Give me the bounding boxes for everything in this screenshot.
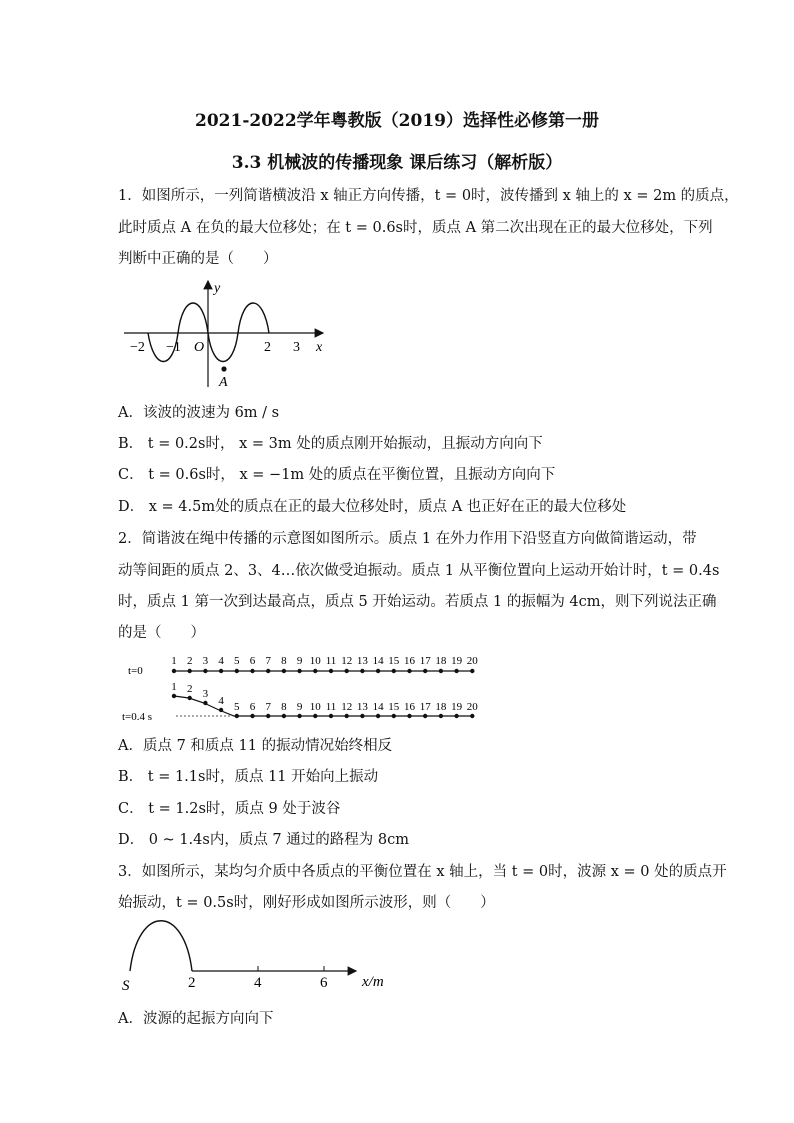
q2-row2-particle [188,696,192,700]
q2-row1-particle [439,669,443,673]
q2-row1-particle [188,669,192,673]
q2-row2-number: 6 [249,701,256,713]
q2-row1-number: 17 [419,655,431,667]
q2-row1-particle [250,669,254,673]
q1-point-a-label: A [219,375,228,390]
q2-row2-number: 2 [186,683,193,695]
q1-tick-label: 2 [264,340,271,355]
q2-row2-number: 3 [202,688,209,700]
q1-option-a: A．该波的波速为 6m / s [118,405,280,421]
q2-row1-particle [313,669,317,673]
q2-row1-number: 13 [356,655,368,667]
q2-row2-number: 9 [296,701,303,713]
q2-row2-particle [219,708,223,712]
q2-row2-number: 12 [341,701,353,713]
q2-line-3: 时，质点 1 第一次到达最高点，质点 5 开始运动。若质点 1 的振幅为 4cm，则下列说法正确 [118,594,717,610]
q1-line-3: 判断中正确的是（ ） [118,251,278,267]
q2-row1-particle [407,669,411,673]
q2-row1-number: 10 [309,655,321,667]
q1-origin-label: O [194,340,205,355]
q2-row2-number: 16 [404,701,415,713]
q2-option-b: B． t = 1.1s时，质点 11 开始向上振动 [118,769,379,785]
q2-row2-particle [360,714,364,718]
q1-option-c: C． t = 0.6s时， x = −1m 处的质点在平衡位置，且振动方向向下 [118,467,556,483]
q2-row2-particle [266,714,270,718]
q2-line-1: 2．简谐波在绳中传播的示意图如图所示。质点 1 在外力作用下沿竖直方向做简谐运动，带 [118,531,697,547]
q2-row2-particle [423,714,427,718]
q2-row2-particle [392,714,396,718]
q1-line-1: 1．如图所示，一列简谐横波沿 x 轴正方向传播，t = 0时，波传播到 x 轴上的 x = 2m 的质点， [118,188,739,204]
q2-row2-number: 10 [309,701,321,713]
q2-row2-number: 8 [281,701,287,713]
q2-row1-number: 5 [234,655,240,667]
q3-x-label: x/m [362,974,384,990]
q1-y-label: y [214,281,221,296]
q1-option-d: D． x = 4.5m处的质点在正的最大位移处时，质点 A 也正好在正的最大位移处 [118,499,627,515]
q2-row2-particle [297,714,301,718]
q3-tick-label: 2 [188,975,196,991]
q3-tick-label: 4 [254,975,262,991]
q2-row1-particle [266,669,270,673]
q1-wave-figure [118,275,338,395]
q2-row2-particle [376,714,380,718]
q2-option-d: D． 0 ~ 1.4s内，质点 7 通过的路程为 8cm [118,832,409,848]
q2-row2-particle [345,714,349,718]
q2-row1-number: 15 [388,655,400,667]
q1-tick-label: 3 [293,340,300,355]
q2-row1-particle [203,669,207,673]
q2-row1-particle [172,669,176,673]
q2-row2-number: 20 [466,701,478,713]
q2-row2-number: 13 [356,701,368,713]
q1-option-b: B． t = 0.2s时， x = 3m 处的质点刚开始振动，且振动方向向下 [118,436,543,452]
q2-line-2: 动等间距的质点 2、3、4…依次做受迫振动。质点 1 从平衡位置向上运动开始计时，t = 0.4s [118,563,720,579]
q2-row2-particle [407,714,411,718]
q2-row1-number: 4 [218,655,224,667]
q2-row1-particle [470,669,474,673]
q2-row2-label: t=0.4 s [122,711,153,723]
q2-row2-particle [313,714,317,718]
q2-row2-number: 7 [265,701,271,713]
q2-row2-number: 19 [451,701,463,713]
title-line-2: 3.3 机械波的传播现象 课后练习（解析版） [231,153,563,173]
q2-row2-particle [172,694,176,698]
q2-row1-number: 2 [186,655,193,667]
q1-point-a [221,366,226,371]
title-line-1: 2021-2022学年粤教版（2019）选择性必修第一册 [195,111,599,131]
q2-row2-particle [329,714,333,718]
q2-row1-number: 1 [171,655,177,667]
q2-row2-particle [203,701,207,705]
q3-tick-label: 6 [320,975,328,991]
q2-row1-particle [329,669,333,673]
q3-line-2: 始振动，t = 0.5s时，刚好形成如图所示波形，则（ ） [118,895,495,911]
q2-row1-number: 20 [466,655,478,667]
q2-option-c: C． t = 1.2s时，质点 9 处于波谷 [118,801,341,817]
q2-row1-particle [376,669,380,673]
q1-tick-label: −1 [166,340,181,355]
q2-row2-number: 5 [234,701,240,713]
q2-row2-number: 1 [171,681,177,693]
q2-row1-number: 7 [265,655,271,667]
q1-tick-label: −2 [130,340,145,355]
q2-row2-particle [454,714,458,718]
q2-row2-number: 17 [419,701,431,713]
q3-source-label: S [122,978,130,994]
q2-row1-label: t=0 [128,665,143,677]
q1-line-2: 此时质点 A 在负的最大位移处；在 t = 0.6s时，质点 A 第二次出现在正的最大位移处，下列 [118,220,713,236]
q2-row2-number: 15 [388,701,400,713]
q2-row2-number: 18 [435,701,447,713]
q2-row1-particle [392,669,396,673]
q2-row2-number: 4 [218,695,224,707]
q2-row1-particle [235,669,239,673]
q2-row1-particle [345,669,349,673]
q2-row1-number: 9 [296,655,303,667]
q2-row1-number: 19 [451,655,463,667]
q2-row2-number: 14 [372,701,384,713]
q2-row2-particle [282,714,286,718]
q3-line-1: 3．如图所示，某均匀介质中各质点的平衡位置在 x 轴上，当 t = 0时，波源 x = 0 处的质点开 [118,864,727,880]
q3-wave-curve [130,921,192,971]
q2-rope-figure [118,650,488,725]
q2-row2-number: 11 [325,701,337,713]
q2-row1-particle [423,669,427,673]
q2-row2-particle [470,714,474,718]
q3-option-a: A．波源的起振方向向下 [118,1011,274,1027]
q2-row1-number: 16 [404,655,415,667]
q2-row1-number: 3 [202,655,209,667]
q2-row1-number: 11 [325,655,337,667]
q2-row1-number: 14 [372,655,384,667]
q2-row1-number: 6 [249,655,256,667]
q2-row2-particle [235,714,239,718]
q2-row1-particle [297,669,301,673]
q2-row2-particle [439,714,443,718]
q2-row1-particle [360,669,364,673]
q2-row1-number: 12 [341,655,353,667]
q2-line-4: 的是（ ） [118,625,205,641]
q2-row1-number: 18 [435,655,447,667]
q2-row1-particle [219,669,223,673]
q2-row1-particle [454,669,458,673]
q2-option-a: A．质点 7 和质点 11 的振动情况始终相反 [118,738,393,754]
q1-x-label: x [316,340,323,355]
q2-row2-particle [250,714,254,718]
q2-row1-particle [282,669,286,673]
q3-wave-figure [116,918,406,998]
q2-row1-number: 8 [281,655,287,667]
